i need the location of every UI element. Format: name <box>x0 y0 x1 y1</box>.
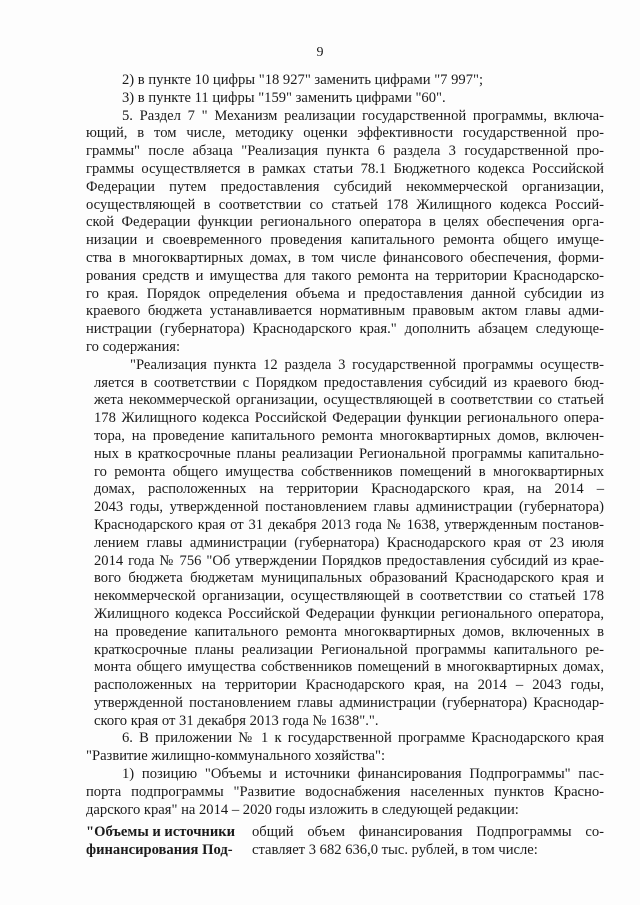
text-line: порта подпрограммы "Развитие водоснабжения населенных пунктов Красно- <box>86 783 604 800</box>
passport-table-row <box>86 824 604 864</box>
text-line: лением главы администрации (губернатора) Краснодарского края от 23 июля <box>94 534 604 551</box>
text-line: домах, расположенных на территории Краснодарского края, на 2014 – <box>94 481 604 498</box>
text-line: жета некоммерческой организации, осуществляющей в соответствии со статьей <box>94 392 604 409</box>
table-label-line: финансирования Под- <box>86 841 233 858</box>
text-line: осуществляющей в соответствии со статьей 178 Жилищного кодекса Россий- <box>86 196 604 213</box>
text-line: 2043 годы, утвержденной постановлением главы администрации (губернатора) <box>94 499 604 516</box>
text-line: краевого бюджета устанавливается нормативным правовым актом главы адми- <box>86 303 604 320</box>
text-line: некоммерческой организации, осуществляющей в соответствии со статьей 178 <box>94 588 604 605</box>
text-line: граммы" после абзаца "Реализация пункта 6 раздела 3 государственной про- <box>86 143 604 160</box>
text-line: ского края от 31 декабря 2013 года № 1638".". <box>94 712 379 729</box>
table-cell-label <box>86 824 246 860</box>
text-line: "Реализация пункта 12 раздела 3 государственной программы осуществ- <box>130 356 604 373</box>
text-line: 178 Жилищного кодекса Российской Федерации функции регионального опера- <box>94 410 604 427</box>
text-line: низации и своевременного проведения капитального ремонта общего имуще- <box>86 232 604 249</box>
text-line: го края. Порядок определения объема и предоставления данной субсидии из <box>86 285 604 302</box>
text-line: нистрации (губернатора) Краснодарского края." дополнить абзацем следующе- <box>86 321 604 338</box>
text-line: рования средств и имущества для такого ремонта на территории Краснодарско- <box>86 267 604 284</box>
text-line: Жилищного кодекса Российской Федерации функции регионального оператора, <box>94 605 604 622</box>
text-line: вого бюджета бюджетам муниципальных образований Краснодарского края и <box>94 570 604 587</box>
table-value-line: общий объем финансирования Подпрограммы со- <box>252 824 604 840</box>
text-line: 2) в пункте 10 цифры "18 927" заменить цифрами "7 997"; <box>122 72 484 88</box>
text-line: граммы осуществляется в рамках статьи 78.1 Бюджетного кодекса Российской <box>86 160 604 177</box>
text-line: 5. Раздел 7 " Механизм реализации государственной программы, включа- <box>122 107 604 124</box>
text-line: на проведение капитального ремонта многоквартирных домов, включенных в <box>94 623 604 640</box>
text-line: 1) позицию "Объемы и источники финансирования Подпрограммы" пас- <box>122 766 604 783</box>
text-line: ской Федерации функции регионального оператора в целях обеспечения орга- <box>86 214 604 231</box>
text-line: "Развитие жилищно-коммунального хозяйства": <box>86 748 386 765</box>
text-line: тора, на проведение капитального ремонта многоквартирных домов, включен- <box>94 427 604 444</box>
document-body <box>86 72 604 819</box>
text-line: ства в многоквартирных домах, в том числе финансового обеспечения, форми- <box>86 249 604 266</box>
text-line: монта общего имущества собственников помещений в многоквартирных домах, <box>94 659 604 676</box>
text-line: ющий, в том числе, методику оценки эффективности государственной про- <box>86 125 604 142</box>
text-line: ляется в соответствии с Порядком предоставления субсидий из краевого бюд- <box>94 374 604 391</box>
text-line: краткосрочные планы реализации Региональной программы капитального ре- <box>94 641 604 658</box>
text-line: Федерации путем предоставления субсидий некоммерческой организации, <box>86 178 604 195</box>
text-line: го содержания: <box>86 338 181 355</box>
page-number: 9 <box>316 45 324 60</box>
text-line: Краснодарского края от 31 декабря 2013 года № 1638, утвержденным постанов- <box>94 516 604 533</box>
text-line: утвержденной постановлением главы администрации (губернатора) Краснодар- <box>94 694 604 711</box>
text-line: 3) в пункте 11 цифры "159" заменить цифрами "60". <box>122 89 446 106</box>
text-line: го ремонта общего имущества собственников помещений в многоквартирных <box>94 463 604 480</box>
text-line: ных в краткосрочные планы реализации Региональной программы капитально- <box>94 445 604 462</box>
text-line: дарского края" на 2014 – 2020 годы изложить в следующей редакции: <box>86 801 519 818</box>
table-label-line: "Объемы и источники <box>86 824 236 840</box>
text-line: 2014 года № 756 "Об утверждении Порядков предоставления субсидий из крае- <box>94 552 604 569</box>
table-cell-value <box>252 824 604 860</box>
table-value-line: ставляет 3 682 636,0 тыс. рублей, в том числе: <box>252 841 538 858</box>
text-line: 6. В приложении № 1 к государственной программе Краснодарского края <box>122 730 604 747</box>
text-line: расположенных на территории Краснодарского края, на 2014 – 2043 годы, <box>94 677 604 694</box>
